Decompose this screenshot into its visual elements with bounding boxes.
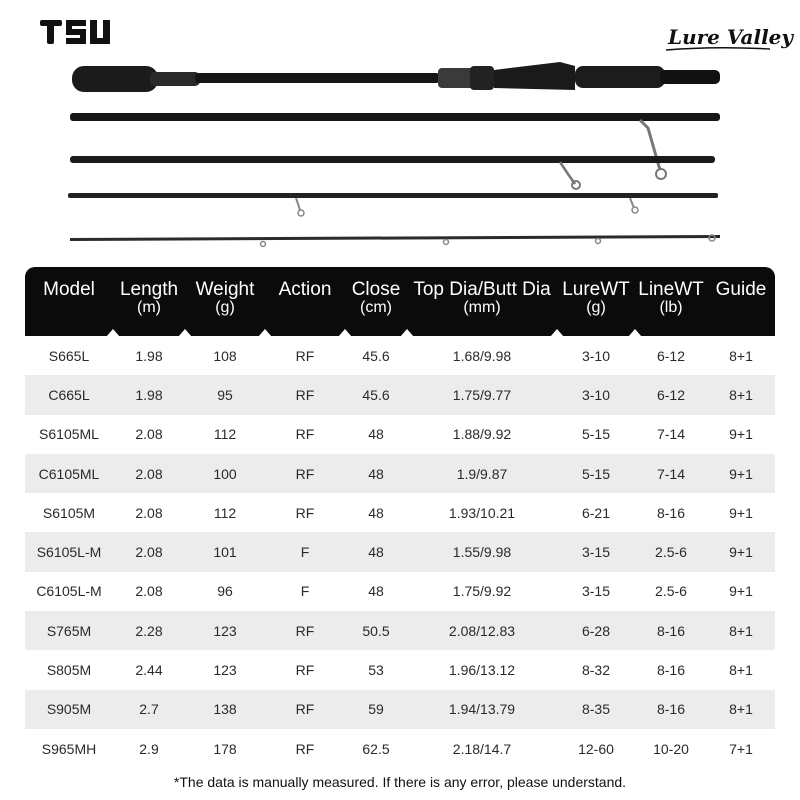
table-cell: 9+1 <box>707 454 775 493</box>
table-cell: S6105M <box>25 493 113 532</box>
header-cell: Model <box>25 267 113 336</box>
table-cell: 9+1 <box>707 532 775 571</box>
table-row <box>25 690 775 729</box>
table-row <box>25 493 775 532</box>
header-cell: Guide <box>707 267 775 336</box>
table-cell: 8+1 <box>707 336 775 375</box>
table-cell: 7+1 <box>707 729 775 768</box>
header-cell: Length (m) <box>113 267 185 336</box>
table-cell: 48 <box>345 415 407 454</box>
table-cell: 2.18/14.7 <box>407 729 557 768</box>
table-cell: 178 <box>185 729 265 768</box>
table-cell: 1.98 <box>113 375 185 414</box>
table-cell: F <box>265 572 345 611</box>
table-cell: RF <box>265 336 345 375</box>
table-cell: RF <box>265 375 345 414</box>
table-cell: RF <box>265 611 345 650</box>
rod-tip-section <box>70 235 720 247</box>
table-cell: 1.55/9.98 <box>407 532 557 571</box>
table-cell: 95 <box>185 375 265 414</box>
table-cell: 8-16 <box>635 690 707 729</box>
table-cell: S805M <box>25 650 113 689</box>
table-cell: 1.75/9.92 <box>407 572 557 611</box>
header-cell: Close (cm) <box>345 267 407 336</box>
table-cell: 8+1 <box>707 375 775 414</box>
table-header-row <box>25 267 775 336</box>
table-cell: 9+1 <box>707 415 775 454</box>
table-cell: 8-16 <box>635 650 707 689</box>
table-cell: 3-10 <box>557 375 635 414</box>
rod-butt-section <box>72 62 720 92</box>
table-cell: 2.5-6 <box>635 572 707 611</box>
table-cell: 123 <box>185 611 265 650</box>
table-row <box>25 729 775 768</box>
table-row <box>25 375 775 414</box>
table-cell: 2.9 <box>113 729 185 768</box>
table-row <box>25 611 775 650</box>
table-cell: 59 <box>345 690 407 729</box>
table-cell: RF <box>265 690 345 729</box>
header-cell: LineWT (lb) <box>635 267 707 336</box>
table-cell: 2.5-6 <box>635 532 707 571</box>
rod-section-4 <box>68 193 718 216</box>
table-row <box>25 572 775 611</box>
table-cell: S665L <box>25 336 113 375</box>
table-cell: 9+1 <box>707 493 775 532</box>
table-cell: 108 <box>185 336 265 375</box>
table-cell: 2.7 <box>113 690 185 729</box>
table-cell: 48 <box>345 493 407 532</box>
table-cell: 1.94/13.79 <box>407 690 557 729</box>
table-cell: F <box>265 532 345 571</box>
table-cell: 2.08 <box>113 415 185 454</box>
table-cell: RF <box>265 454 345 493</box>
table-cell: 1.75/9.77 <box>407 375 557 414</box>
table-row <box>25 454 775 493</box>
table-cell: 8-32 <box>557 650 635 689</box>
table-cell: 2.08/12.83 <box>407 611 557 650</box>
svg-text:Lure Valley: Lure Valley <box>668 25 794 49</box>
table-cell: 8+1 <box>707 650 775 689</box>
table-cell: 2.08 <box>113 493 185 532</box>
table-cell: 6-12 <box>635 375 707 414</box>
table-cell: 2.08 <box>113 454 185 493</box>
table-cell: C6105ML <box>25 454 113 493</box>
table-row <box>25 336 775 375</box>
table-cell: 96 <box>185 572 265 611</box>
table-cell: 2.28 <box>113 611 185 650</box>
table-cell: 9+1 <box>707 572 775 611</box>
disclaimer-note: *The data is manually measured. If there is any error, please understand. <box>173 774 627 790</box>
table-cell: 138 <box>185 690 265 729</box>
table-cell: 45.6 <box>345 375 407 414</box>
table-cell: 48 <box>345 532 407 571</box>
header-cell: Top Dia/Butt Dia (mm) <box>407 267 557 336</box>
table-cell: C665L <box>25 375 113 414</box>
table-cell: 1.93/10.21 <box>407 493 557 532</box>
table-cell: 10-20 <box>635 729 707 768</box>
table-cell: C6105L-M <box>25 572 113 611</box>
table-cell: 8+1 <box>707 611 775 650</box>
rod-sections-image <box>0 52 800 257</box>
table-cell: RF <box>265 415 345 454</box>
table-cell: 8+1 <box>707 690 775 729</box>
table-cell: 1.98 <box>113 336 185 375</box>
tsu-logo <box>38 14 112 51</box>
header-cell: Action <box>265 267 345 336</box>
table-row <box>25 650 775 689</box>
table-cell: 7-14 <box>635 415 707 454</box>
table-cell: 5-15 <box>557 454 635 493</box>
table-cell: 62.5 <box>345 729 407 768</box>
table-cell: 8-16 <box>635 611 707 650</box>
table-cell: 3-15 <box>557 532 635 571</box>
table-cell: 3-15 <box>557 572 635 611</box>
table-cell: 3-10 <box>557 336 635 375</box>
table-cell: 101 <box>185 532 265 571</box>
table-cell: 112 <box>185 415 265 454</box>
table-cell: S6105ML <box>25 415 113 454</box>
table-cell: S965MH <box>25 729 113 768</box>
table-cell: S905M <box>25 690 113 729</box>
table-cell: 50.5 <box>345 611 407 650</box>
table-cell: 1.88/9.92 <box>407 415 557 454</box>
header-cell: Weight (g) <box>185 267 265 336</box>
table-cell: 2.08 <box>113 572 185 611</box>
table-cell: S765M <box>25 611 113 650</box>
table-cell: 8-16 <box>635 493 707 532</box>
table-cell: 6-28 <box>557 611 635 650</box>
table-cell: RF <box>265 493 345 532</box>
header-cell: LureWT (g) <box>557 267 635 336</box>
rod-section-3 <box>70 156 715 189</box>
table-cell: 48 <box>345 454 407 493</box>
table-row <box>25 532 775 571</box>
spec-table <box>25 267 775 768</box>
table-cell: 6-12 <box>635 336 707 375</box>
table-row <box>25 415 775 454</box>
table-cell: 53 <box>345 650 407 689</box>
rod-section-2 <box>70 113 720 179</box>
table-cell: 2.44 <box>113 650 185 689</box>
table-cell: 123 <box>185 650 265 689</box>
table-cell: 1.68/9.98 <box>407 336 557 375</box>
table-cell: S6105L-M <box>25 532 113 571</box>
table-cell: 12-60 <box>557 729 635 768</box>
table-cell: 1.9/9.87 <box>407 454 557 493</box>
table-cell: 48 <box>345 572 407 611</box>
table-cell: 100 <box>185 454 265 493</box>
table-cell: 6-21 <box>557 493 635 532</box>
table-cell: RF <box>265 650 345 689</box>
table-cell: 45.6 <box>345 336 407 375</box>
table-cell: 8-35 <box>557 690 635 729</box>
table-cell: 7-14 <box>635 454 707 493</box>
table-cell: 5-15 <box>557 415 635 454</box>
table-body <box>25 336 775 768</box>
table-cell: 2.08 <box>113 532 185 571</box>
table-cell: 1.96/13.12 <box>407 650 557 689</box>
table-cell: 112 <box>185 493 265 532</box>
table-cell: RF <box>265 729 345 768</box>
